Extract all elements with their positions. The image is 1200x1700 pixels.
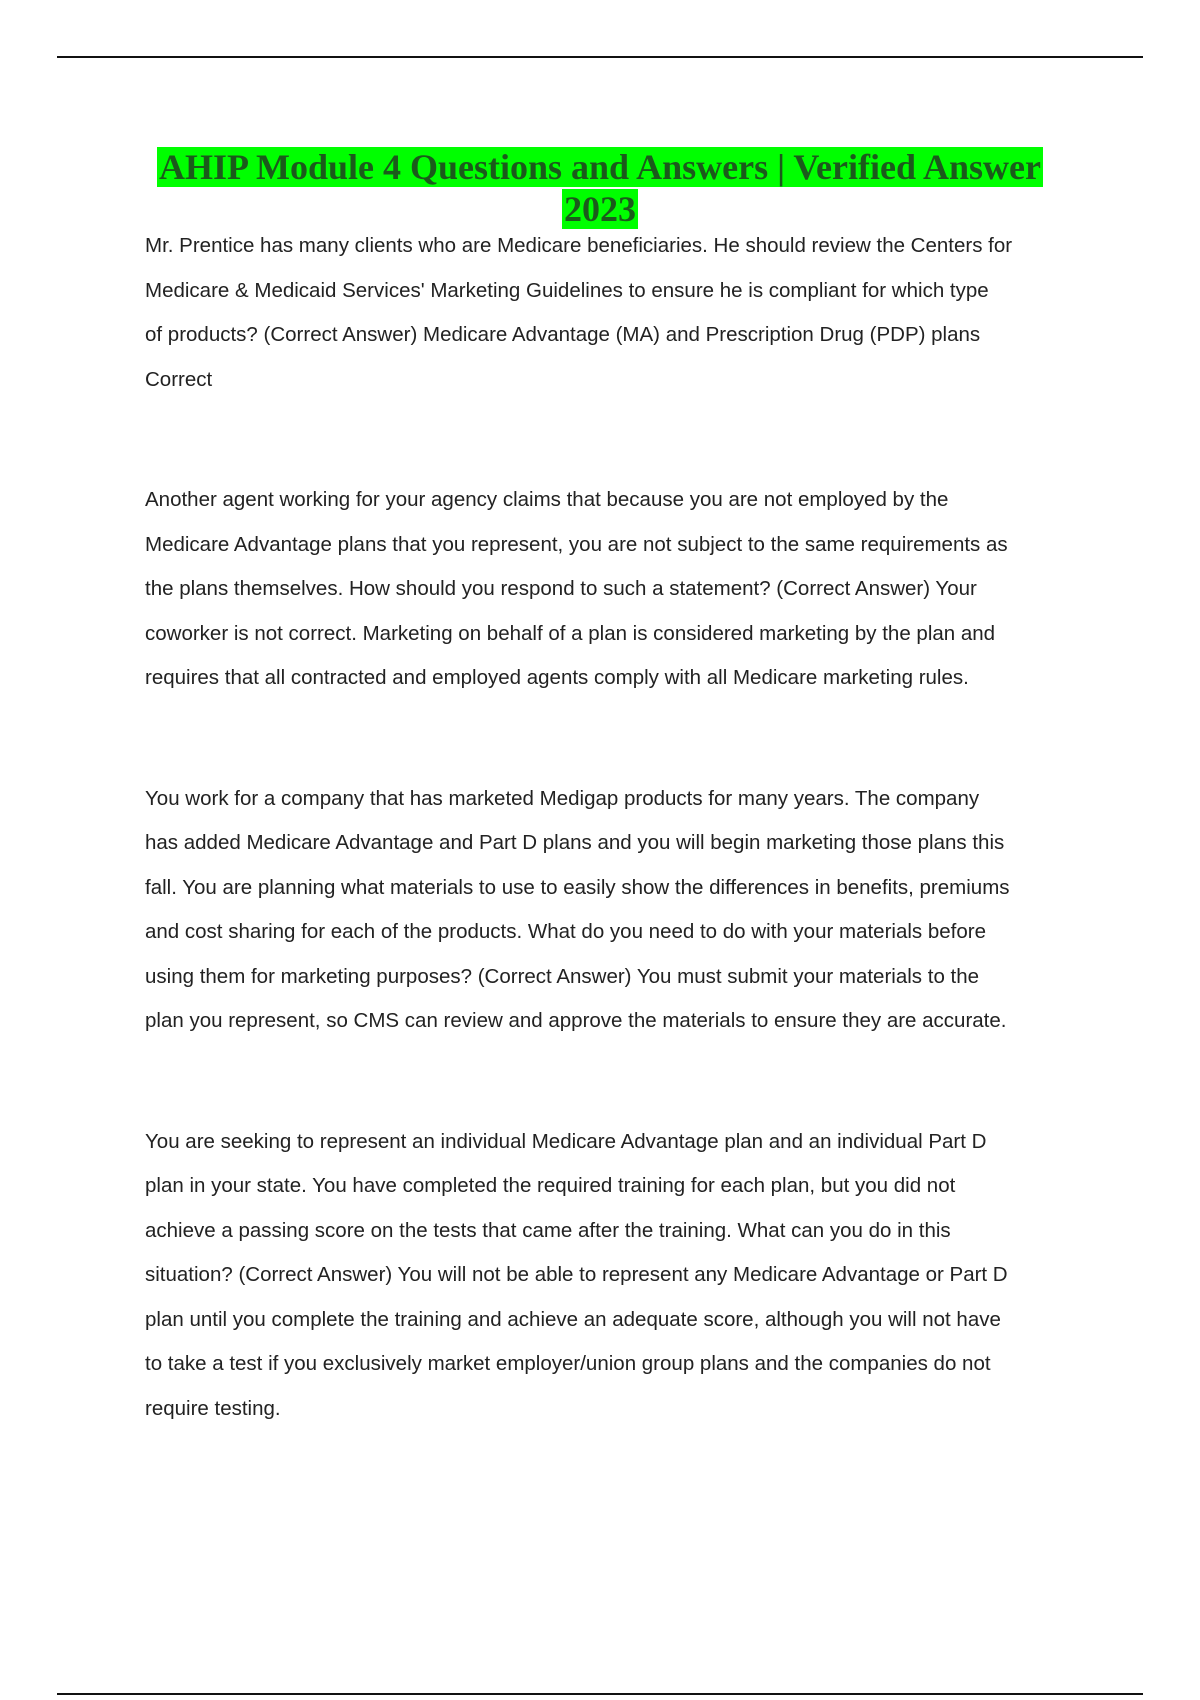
qa-line: Another agent working for your agency claims that because you are not employed by the	[145, 488, 949, 511]
qa-line: You work for a company that has marketed Medigap products for many years. The company	[145, 786, 980, 810]
qa-line: to take a test if you exclusively market employer/union group plans and the companies do not	[145, 1352, 991, 1375]
top-rule	[57, 56, 1143, 58]
qa-entry-2	[145, 478, 1095, 701]
title-line-2: 2023	[564, 189, 636, 229]
qa-line: fall. You are planning what materials to use to easily show the differences in benefits, premiums	[145, 875, 1010, 899]
qa-entry-4	[145, 1120, 1095, 1432]
qa-line: requires that all contracted and employed agents comply with all Medicare marketing rules.	[145, 666, 969, 689]
qa-line: plan in your state. You have completed the required training for each plan, but you did not	[145, 1174, 956, 1197]
qa-line: Correct	[145, 367, 213, 391]
qa-line: coworker is not correct. Marketing on behalf of a plan is considered marketing by the plan and	[145, 621, 996, 645]
qa-entry-3	[145, 777, 1095, 1044]
title-line-1: AHIP Module 4 Questions and Answers | Verified Answer	[158, 147, 1042, 187]
qa-line: require testing.	[145, 1396, 281, 1420]
qa-line: has added Medicare Advantage and Part D plans and you will begin marketing those plans this	[145, 831, 1005, 854]
qa-line: plan until you complete the training and achieve an adequate score, although you will not have	[145, 1307, 1001, 1331]
qa-entry-1	[145, 224, 1095, 402]
qa-line: Medicare & Medicaid Services' Marketing Guidelines to ensure he is compliant for which type	[145, 278, 989, 302]
qa-line: of products? (Correct Answer) Medicare Advantage (MA) and Prescription Drug (PDP) plans	[145, 323, 981, 346]
qa-line: plan you represent, so CMS can review and approve the materials to ensure they are accurate.	[145, 1009, 1007, 1032]
qa-line: You are seeking to represent an individual Medicare Advantage plan and an individual Part D	[145, 1129, 987, 1153]
qa-line: Medicare Advantage plans that you represent, you are not subject to the same requirements as	[145, 532, 1008, 556]
qa-line: using them for marketing purposes? (Correct Answer) You must submit your materials to the	[145, 964, 980, 988]
qa-list	[145, 224, 1095, 1507]
qa-line: the plans themselves. How should you respond to such a statement? (Correct Answer) Your	[145, 577, 977, 600]
bottom-rule	[57, 1693, 1143, 1695]
qa-line: achieve a passing score on the tests that came after the training. What can you do in this	[145, 1218, 951, 1242]
qa-line: Mr. Prentice has many clients who are Medicare beneficiaries. He should review the Centers for	[145, 234, 1013, 257]
qa-line: situation? (Correct Answer) You will not be able to represent any Medicare Advantage or Part D	[145, 1263, 1008, 1286]
qa-line: and cost sharing for each of the products. What do you need to do with your materials before	[145, 920, 986, 943]
document-title	[120, 146, 1080, 230]
